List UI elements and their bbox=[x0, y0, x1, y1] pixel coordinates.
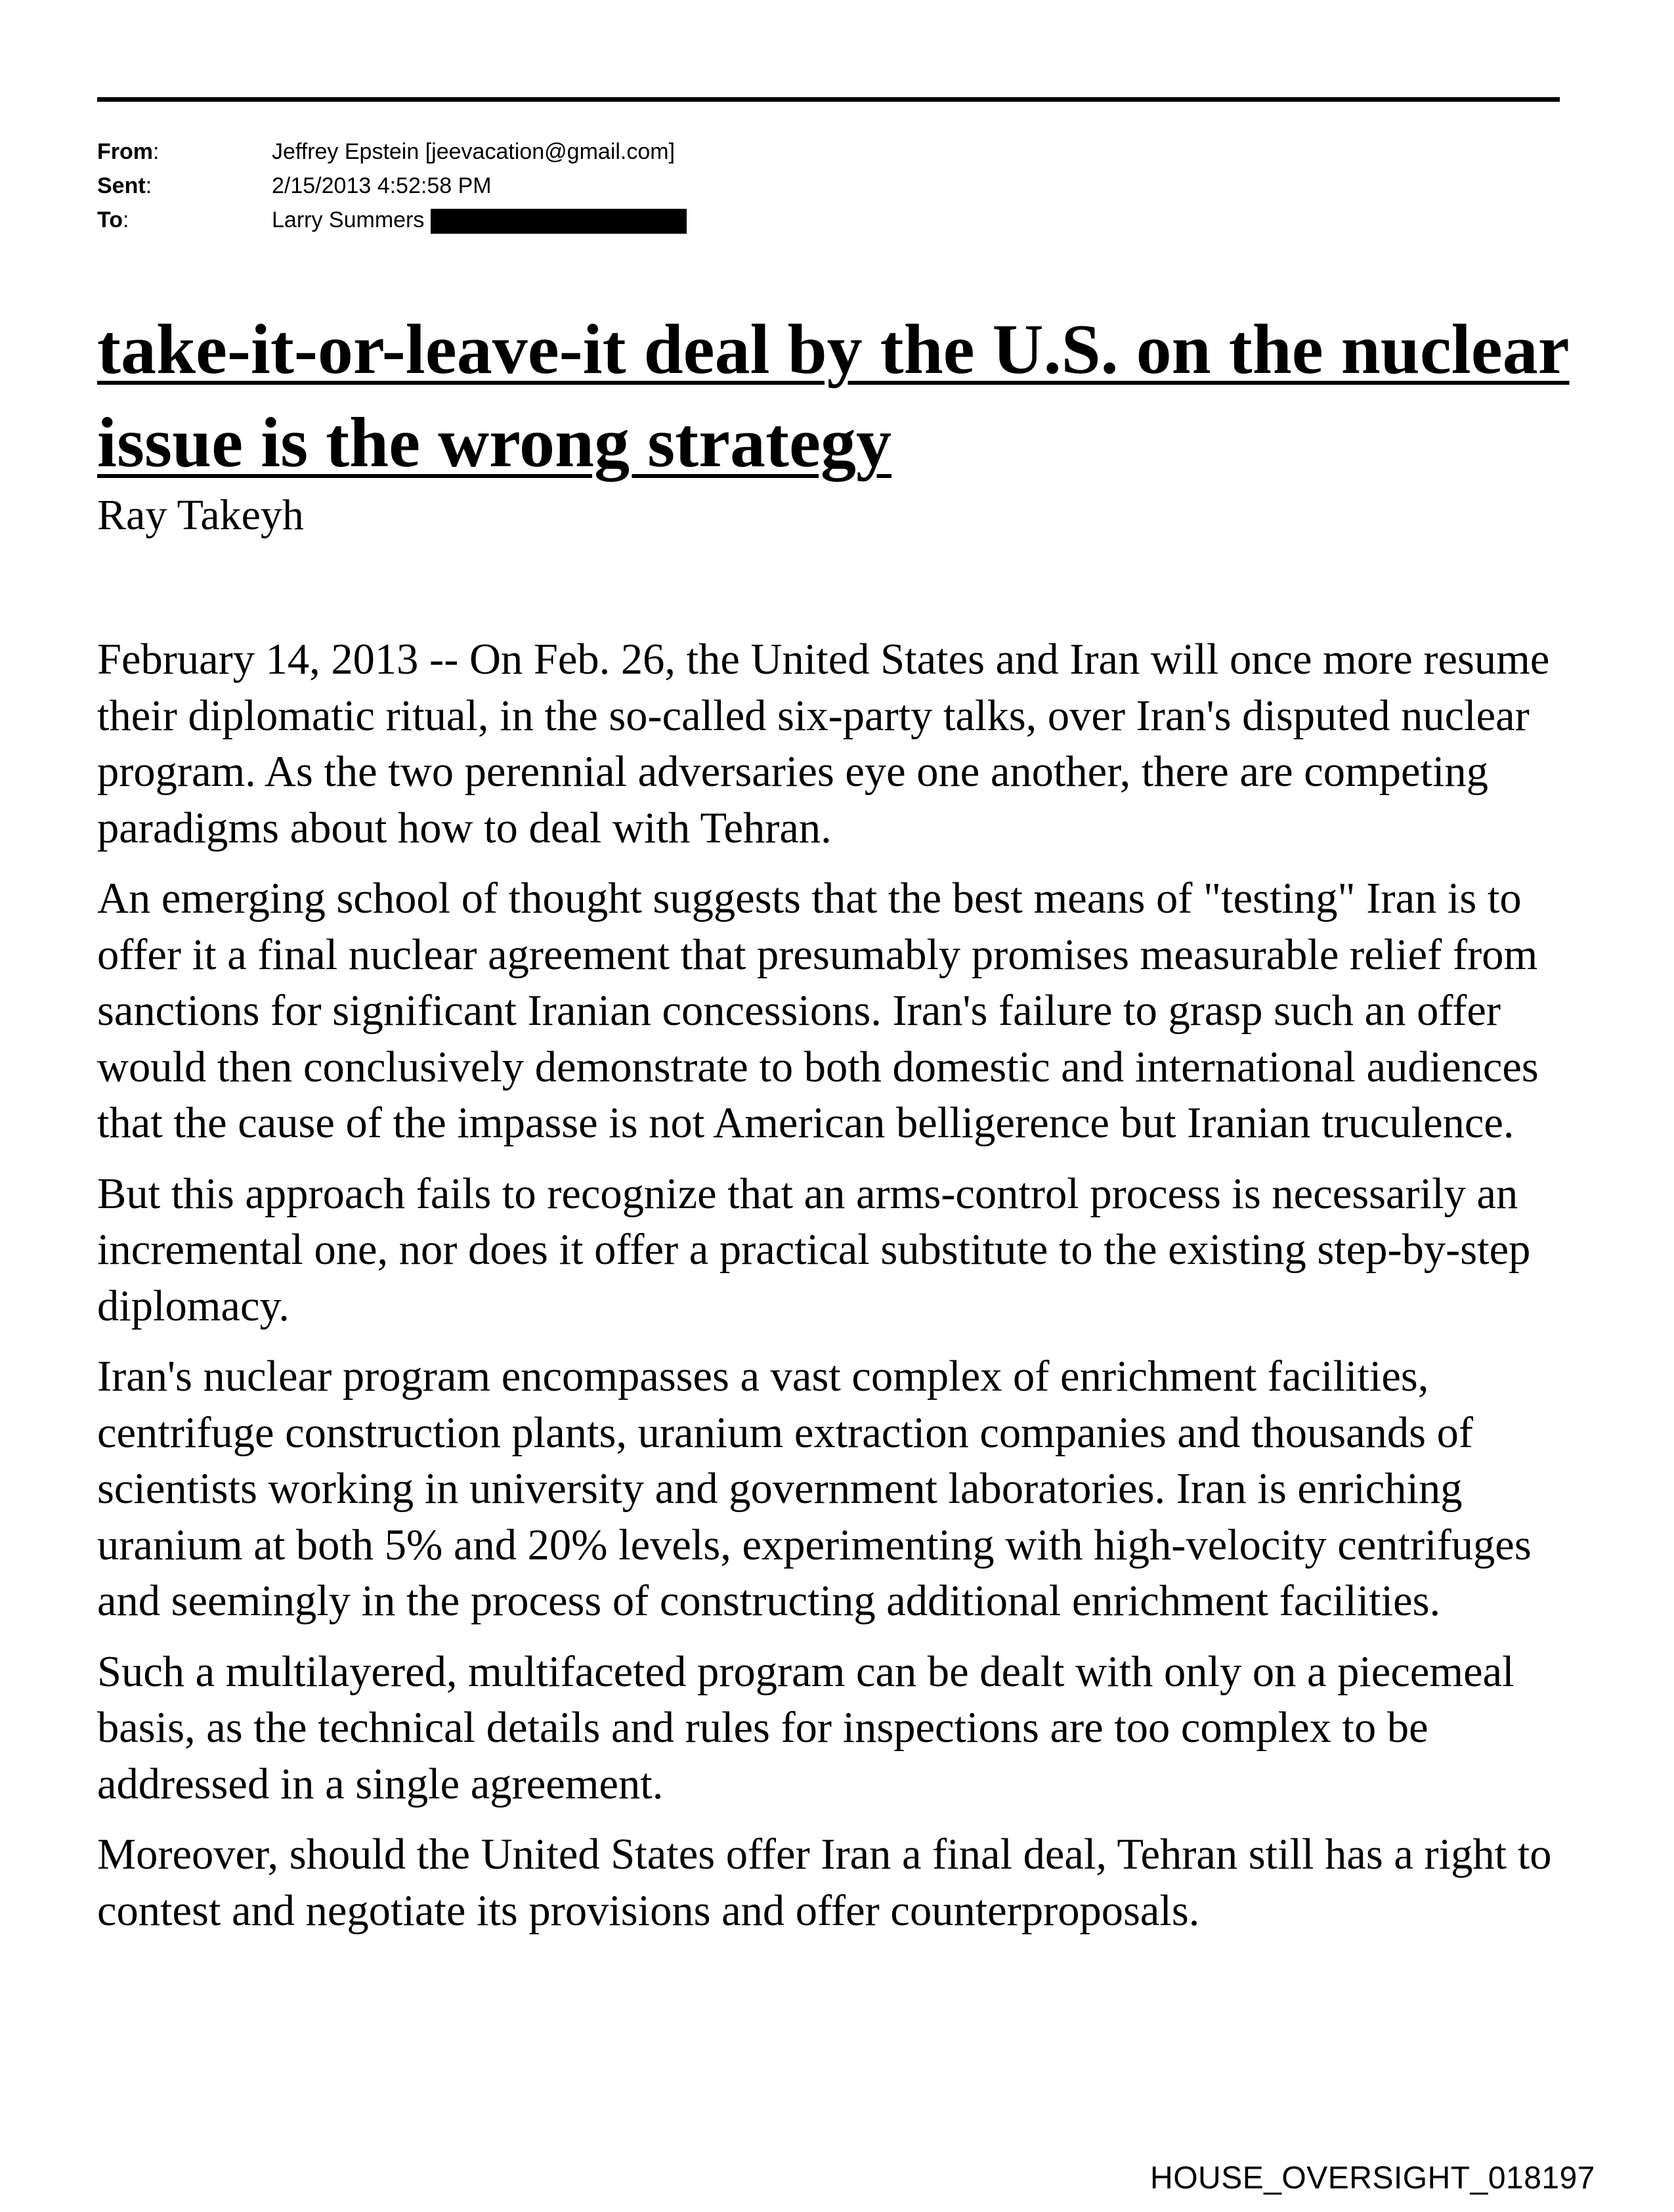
article-headline: take-it-or-leave-it deal by the U.S. on the nuclear issue is the wrong strategy bbox=[97, 311, 1570, 482]
to-label: To: bbox=[97, 207, 129, 232]
bates-number: HOUSE_OVERSIGHT_018197 bbox=[1150, 2161, 1595, 2196]
article-paragraph: Such a multilayered, multifaceted program can be dealt with only on a piecemeal basis, as the technical details and rules for inspections are too complex to be addressed in a single agreement. bbox=[97, 1647, 1514, 1808]
article-paragraph: February 14, 2013 -- On Feb. 26, the United States and Iran will once more resume their diplomatic ritual, in the so-called six-party talks, over Iran's disputed nuclear program. As the two perennial adversaries eye one another, there are competing paradigms about how to deal with Tehran. bbox=[97, 636, 1550, 852]
top-rule bbox=[97, 97, 1560, 102]
article-author: Ray Takeyh bbox=[97, 491, 304, 539]
from-label: From: bbox=[97, 139, 160, 164]
sent-label: Sent: bbox=[97, 173, 152, 198]
article-paragraph: Moreover, should the United States offer Iran a final deal, Tehran still has a right to contest and negotiate its provisions and offer counterproposals. bbox=[97, 1831, 1552, 1935]
article-body bbox=[97, 632, 1571, 1953]
article-paragraph: An emerging school of thought suggests that the best means of "testing" Iran is to offer it a final nuclear agreement that presumably promises measurable relief from sanctions for significant Iranian concessions. Iran's failure to grasp such an offer would then conclusively demonstrate to both domestic and international audiences that the cause of the impasse is not American belligerence but Iranian truculence. bbox=[97, 875, 1539, 1147]
redaction-box bbox=[431, 209, 687, 234]
email-header bbox=[97, 135, 687, 237]
from-row bbox=[97, 135, 687, 169]
to-row bbox=[97, 203, 687, 237]
article-paragraph: But this approach fails to recognize that an arms-control process is necessarily an incremental one, nor does it offer a practical substitute to the existing step-by-step diplomacy. bbox=[97, 1169, 1531, 1330]
to-recipient: Larry Summers bbox=[272, 207, 425, 232]
from-value: Jeffrey Epstein [jeevacation@gmail.com] bbox=[272, 139, 676, 164]
to-value bbox=[272, 203, 687, 237]
sent-row bbox=[97, 169, 687, 203]
sent-value: 2/15/2013 4:52:58 PM bbox=[272, 173, 492, 198]
article-paragraph: Iran's nuclear program encompasses a vast complex of enrichment facilities, centrifuge construction plants, uranium extraction companies and thousands of scientists working in university and government laboratories. Iran is enriching uranium at both 5% and 20% levels, experimenting with high-velocity centrifuges and seemingly in the process of constructing additional enrichment facilities. bbox=[97, 1353, 1532, 1625]
